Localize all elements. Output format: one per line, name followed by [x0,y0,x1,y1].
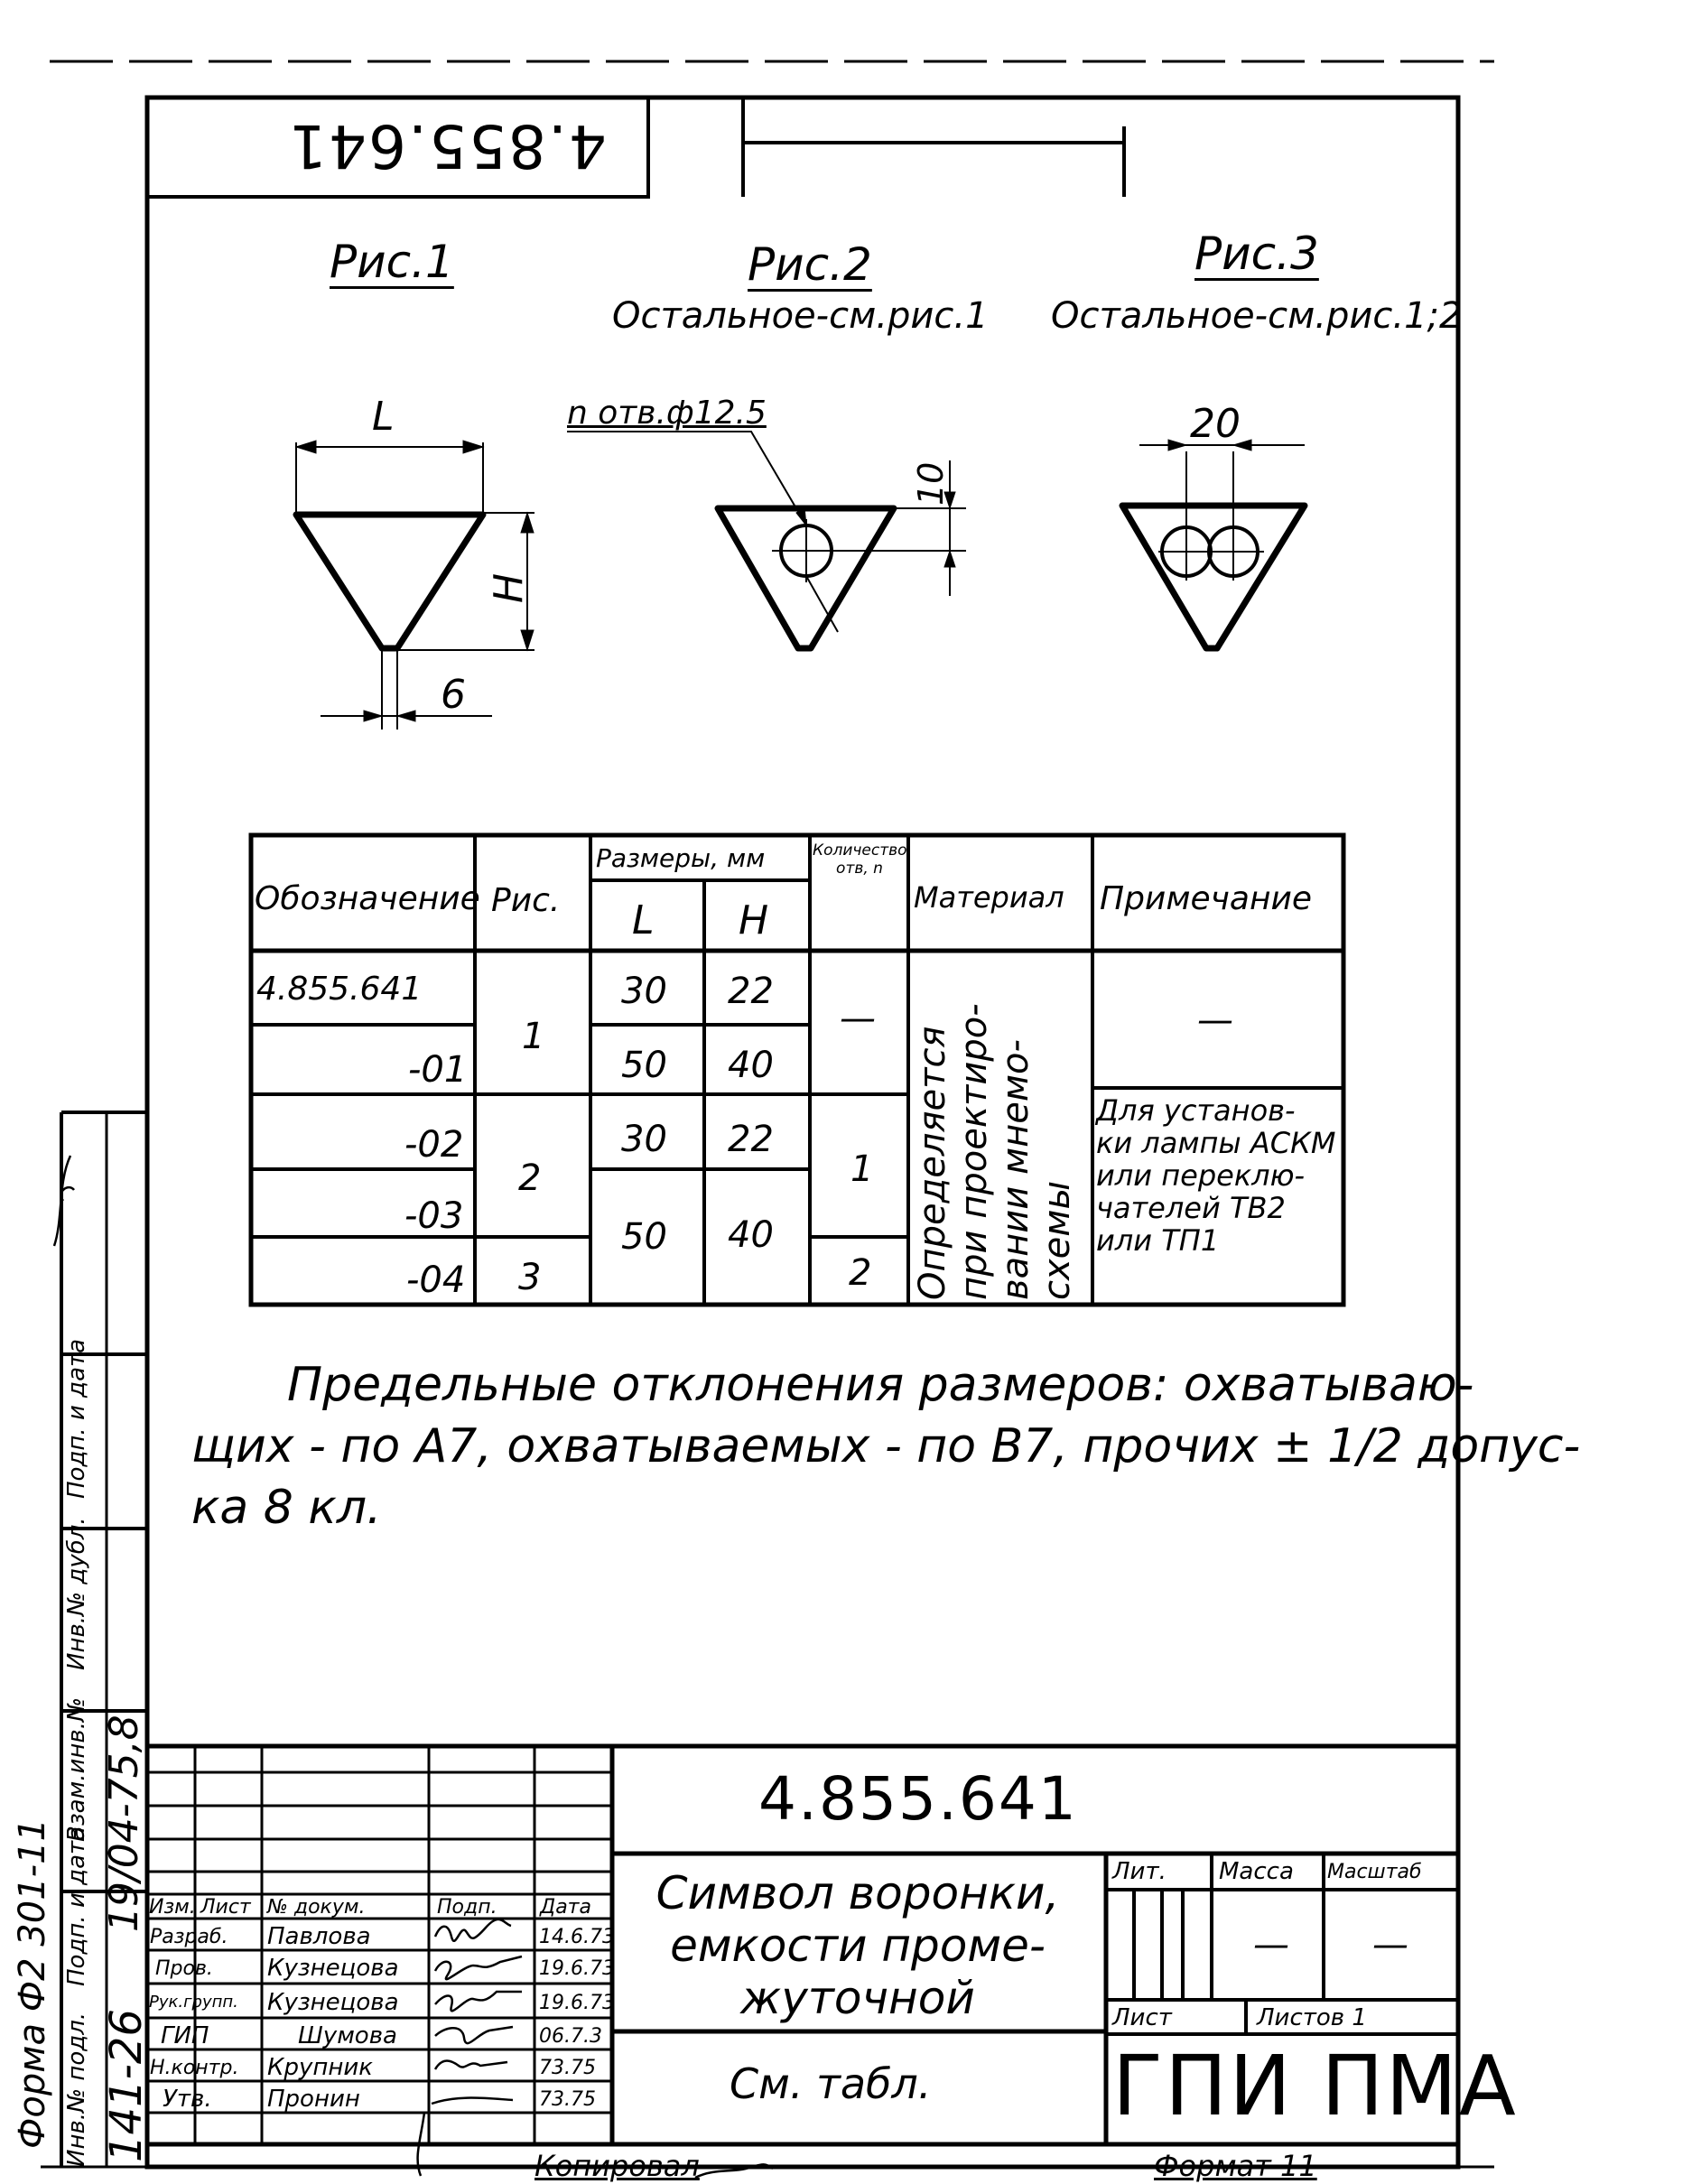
col-header-qty: Количество отв, n [813,841,907,878]
tb-role: Рук.групп. [149,1993,238,2012]
signature-scribble [435,2061,507,2070]
title-block-sheet: Лист [1112,2004,1172,2031]
tb-role-name: Шумова [298,2022,397,2049]
tb-head-date: Дата [540,1896,591,1919]
dim-label-L: L [372,394,395,440]
signature-scribble [435,1992,522,2011]
col-header-L: L [632,897,655,943]
table-cell-designation: 4.855.641 [256,971,423,1008]
table-cell-L: 30 [621,1119,667,1160]
table-cell-qty: 2 [849,1252,872,1294]
table-cell-H: 22 [728,971,774,1012]
side-inv-podl: Инв.№ подл. [63,2012,90,2167]
title-block-scale: Масштаб [1327,1861,1422,1883]
title-block-title: Символ воронки, емкости проме- жуточной [655,1867,1060,2024]
table-cell-L: 50 [621,1045,667,1086]
tolerance-note-line-3: ка 8 кл. [191,1481,382,1535]
title-block-doc-number: 4.855.641 [758,1764,1078,1834]
signature-scribble [435,1956,522,1979]
col-header-note: Примечание [1100,880,1313,917]
signature-scribble [435,1919,511,1941]
tb-role-name: Павлова [267,1923,371,1950]
tb-head-sign: Подп. [437,1896,497,1919]
side-form-label: Форма Ф2 301-11 [12,1818,53,2149]
tb-role-name: Крупник [267,2054,373,2081]
title-block-mass: Масса [1219,1858,1294,1885]
table-cell-fig: 1 [522,1016,545,1057]
table-cell-fig: 3 [518,1257,542,1298]
figure-3-title: Рис.3 [1194,228,1319,280]
tb-role: Н.контр. [150,2057,239,2079]
tb-role-date: 06.7.3 [539,2025,602,2048]
tb-role: Разраб. [150,1926,228,1948]
tolerance-note-line-1: Предельные отклонения размеров: охватываю- [287,1358,1474,1412]
dim-label-6: 6 [441,672,466,718]
side-podp-date-2: Подп. и дата [63,1338,90,1499]
title-block-scale-value: — [1372,1924,1408,1966]
tb-role: Утв. [163,2086,212,2113]
col-header-H: H [739,897,769,943]
tb-role-date: 19.6.73 [539,1957,615,1980]
table-cell-designation: -01 [408,1049,468,1091]
tb-head-doc: № докум. [267,1896,366,1919]
col-header-fig: Рис. [491,882,561,919]
side-date-value: 19/04-75,8 [101,1715,147,1932]
footer-copied: Копировал [534,2149,700,2183]
table-material-text: Определяется при проектиро- вании мнемо- схемы [912,1003,1078,1300]
dim-label-holes: n отв.ф12.5 [567,395,767,432]
col-header-material: Материал [914,880,1064,915]
table-cell-H: 22 [728,1119,774,1160]
footer-format: Формат 11 [1154,2149,1317,2183]
table-note-dash: — [1197,999,1233,1041]
table-cell-L: 30 [621,971,667,1012]
tb-head-list: Лист [200,1896,251,1919]
tb-role-date: 73.75 [539,2057,596,2079]
tb-role-date: 14.6.73 [539,1926,615,1948]
signature-scribble [418,2098,513,2177]
table-cell-H: 40 [728,1045,774,1086]
dim-label-H: H [486,572,532,603]
header-doc-number: 4.855.641 [287,111,607,181]
table-cell-designation: -04 [406,1259,466,1301]
title-block-lit: Лит. [1112,1858,1167,1885]
figure-2-title: Рис.2 [748,238,872,291]
signature-scribble [435,2027,513,2043]
table-cell-H: 40 [728,1214,774,1256]
tb-role: Пров. [155,1957,213,1980]
col-header-sizes: Размеры, мм [596,843,766,873]
tb-role-name: Пронин [267,2086,360,2113]
table-cell-L: 50 [621,1216,667,1258]
signature-scribble [54,1156,74,1246]
tb-head-izm: Изм. [149,1896,196,1919]
tb-role-name: Кузнецова [267,1955,399,1982]
figure-2-subtitle: Остальное-см.рис.1 [612,295,989,337]
figure-1-title: Рис.1 [330,236,454,288]
title-block-org: ГПИ ПМА [1112,2038,1518,2134]
tb-role: ГИП [161,2022,209,2049]
col-header-designation: Обозначение [255,880,480,917]
tb-role-date: 19.6.73 [539,1992,615,2014]
title-block-mass-value: — [1253,1924,1289,1966]
tb-role-name: Кузнецова [267,1989,399,2016]
title-block-sheets: Листов 1 [1257,2004,1367,2031]
side-inv-dubl: Инв.№ дубл. [63,1517,90,1670]
table-cell-qty: 1 [850,1148,874,1190]
tolerance-note-line-2: щих - по А7, охватываемых - по В7, прочих ± 1/2 допус- [191,1419,1581,1473]
table-cell-qty: — [840,998,876,1039]
figure-3-subtitle: Остальное-см.рис.1;2 [1051,295,1463,337]
table-note-text: Для установ- ки лампы АСКМ или переклю- чателей ТВ2 или ТП1 [1096,1093,1336,1258]
dim-label-20: 20 [1190,401,1241,447]
side-podp-date: Подп. и дата [63,1826,90,1986]
side-vzam: Взам.инв.№ [63,1697,90,1842]
dim-label-10: 10 [911,461,951,506]
table-cell-fig: 2 [518,1157,542,1199]
table-cell-designation: -03 [404,1195,464,1237]
tb-role-date: 73.75 [539,2088,596,2111]
title-block-material: См. табл. [730,2059,932,2108]
table-cell-designation: -02 [404,1124,464,1166]
side-inv-value: 141-26 [101,2008,152,2162]
